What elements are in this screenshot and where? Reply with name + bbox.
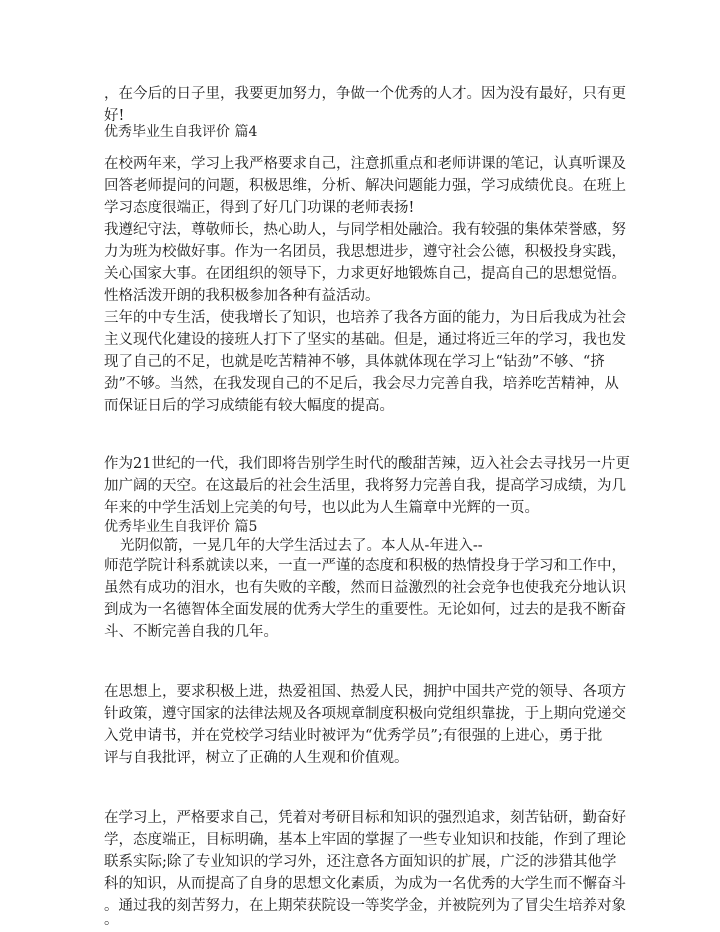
body-line: 年来的中学生活划上完美的句号，也以此为人生篇章中光辉的一页。: [104, 500, 539, 516]
body-line: 学习态度很端正，得到了好几门功课的老师表扬!: [104, 200, 415, 216]
body-line: 入党申请书，并在党校学习结业时被评为“优秀学员”;有很强的上进心，勇于批: [104, 728, 603, 744]
body-line: 作为21世纪的一代，我们即将告别学生时代的酸甜苦辣，迈入社会去寻找另一片更: [104, 456, 630, 472]
body-line: 三年的中专生活，使我增长了知识，也培养了我各方面的能力，为日后我成为社会: [104, 310, 626, 326]
body-line: 回答老师提问的问题，积极思维，分析、解决问题能力强，学习成绩优良。在班上: [104, 178, 626, 194]
body-line: 。: [104, 912, 119, 928]
body-line: 评与自我批评，树立了正确的人生观和价值观。: [104, 750, 409, 766]
body-line: 现了自己的不足，也就是吃苦精神不够，具体就体现在学习上“钻劲”不够、“挤: [104, 354, 605, 370]
body-line: 联系实际;除了专业知识的学习外，还注意各方面知识的扩展，广泛的涉猎其他学: [104, 854, 617, 870]
body-line: 虽然有成功的泪水，也有失败的辛酸，然而日益激烈的社会竞争也使我充分地认识: [104, 580, 626, 596]
body-line: 主义现代化建设的接班人打下了坚实的基础。但是，通过将近三年的学习，我也发: [104, 332, 626, 348]
body-line: 学，态度端正，目标明确，基本上牢固的掌握了一些专业知识和技能，作到了理论: [104, 832, 626, 848]
body-line: 在校两年来，学习上我严格要求自己，注意抓重点和老师讲课的笔记，认真听课及: [104, 156, 626, 172]
body-line: 力为班为校做好事。作为一名团员，我思想进步，遵守社会公德，积极投身实践，: [104, 244, 626, 260]
body-line: 师范学院计科系就读以来，一直一严谨的态度和积极的热情投身于学习和工作中，: [104, 558, 626, 574]
body-line: 光阴似箭，一晃几年的大学生活过去了。本人从-年进入--: [120, 538, 483, 554]
body-line: ，在今后的日子里，我要更加努力，争做一个优秀的人才。因为没有最好，只有更: [104, 86, 626, 102]
body-line: 加广阔的天空。在这最后的社会生活里，我将努力完善自我，提高学习成绩，为几: [104, 478, 626, 494]
body-line: 劲”不够。当然，在我发现自己的不足后，我会尽力完善自我，培养吃苦精神，从: [104, 376, 619, 392]
body-line: 好!: [104, 108, 125, 124]
body-line: 。通过我的刻苦努力，在上期荣获院设一等奖学金，并被院列为了冒尖生培养对象: [104, 898, 626, 914]
body-line: 到成为一名德智体全面发展的优秀大学生的重要性。无论如何，过去的是我不断奋: [104, 602, 626, 618]
body-line: 在学习上，严格要求自己，凭着对考研目标和知识的强烈追求，刻苦钻研，勤奋好: [104, 810, 626, 826]
body-line: 我遵纪守法，尊敬师长，热心助人，与同学相处融洽。我有较强的集体荣誉感，努: [104, 222, 626, 238]
body-line: 而保证日后的学习成绩能有较大幅度的提高。: [104, 398, 394, 414]
body-line: 科的知识，从而提高了自身的思想文化素质，为成为一名优秀的大学生而不懈奋斗: [104, 876, 626, 892]
body-line: 性格活泼开朗的我积极参加各种有益活动。: [104, 288, 380, 304]
section-heading: 优秀毕业生自我评价 篇5: [104, 519, 258, 535]
body-line: 斗、不断完善自我的几年。: [104, 624, 278, 640]
section-heading: 优秀毕业生自我评价 篇4: [104, 124, 258, 140]
body-line: 在思想上，要求积极上进，热爱祖国、热爱人民，拥护中国共产党的领导、各项方: [104, 684, 626, 700]
body-line: 关心国家大事。在团组织的领导下，力求更好地锻炼自己，提高自己的思想觉悟。: [104, 266, 626, 282]
body-line: 针政策，遵守国家的法律法规及各项规章制度积极向党组织靠拢，于上期向党递交: [104, 706, 626, 722]
